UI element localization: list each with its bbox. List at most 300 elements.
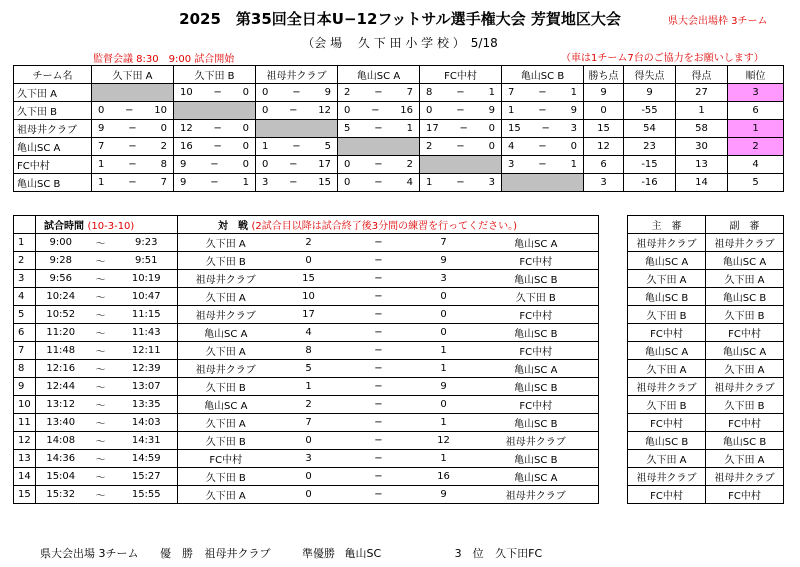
match-dash: − — [344, 360, 414, 378]
goals-cell: 27 — [676, 84, 728, 102]
match-number: 1 — [14, 234, 36, 252]
match-dash: − — [344, 234, 414, 252]
score-dash: − — [289, 177, 298, 188]
score-against: 8 — [160, 159, 167, 170]
score-against: 1 — [570, 87, 577, 98]
score-for: 1 — [262, 141, 269, 152]
referee-table — [627, 215, 784, 504]
schedule-row — [14, 252, 599, 270]
start-time: 12:16 — [36, 360, 86, 378]
home-score: 0 — [274, 468, 344, 486]
score-against: 17 — [318, 159, 331, 170]
team-name: 久下田 B — [14, 102, 92, 120]
away-score: 7 — [414, 234, 474, 252]
away-team: 亀山SC B — [474, 450, 599, 468]
goal-diff-cell: 54 — [624, 120, 676, 138]
end-time: 9:23 — [116, 234, 178, 252]
score-against: 5 — [324, 141, 331, 152]
referee-row — [628, 432, 784, 450]
league-column-header: 順位 — [728, 66, 784, 84]
score-for: 2 — [426, 141, 433, 152]
referee-row — [628, 252, 784, 270]
assistant-referee: 亀山SC A — [706, 252, 784, 270]
result-cell — [502, 84, 584, 102]
result-cell — [502, 156, 584, 174]
league-row — [14, 102, 784, 120]
home-score: 4 — [274, 324, 344, 342]
points-cell: 3 — [584, 174, 624, 192]
score-for: 0 — [344, 105, 351, 116]
start-time: 11:48 — [36, 342, 86, 360]
result-cell — [420, 138, 502, 156]
final-results — [40, 545, 542, 561]
score-against: 4 — [406, 177, 413, 188]
qualification-quota: 県大会出場枠 3チーム — [668, 16, 768, 27]
score-dash: − — [289, 159, 298, 170]
result-cell — [338, 120, 420, 138]
match-number: 8 — [14, 360, 36, 378]
result-cell — [338, 156, 420, 174]
end-time: 13:07 — [116, 378, 178, 396]
referee-row — [628, 324, 784, 342]
score-for: 0 — [262, 105, 269, 116]
away-team: 亀山SC B — [474, 270, 599, 288]
main-referee: 久下田 B — [628, 396, 706, 414]
away-score: 16 — [414, 468, 474, 486]
header-no — [14, 216, 36, 234]
score-against: 0 — [242, 123, 249, 134]
score-dash: − — [125, 105, 134, 116]
home-score: 1 — [274, 378, 344, 396]
home-score: 3 — [274, 450, 344, 468]
match-dash: − — [344, 396, 414, 414]
away-team: 亀山SC B — [474, 378, 599, 396]
away-score: 9 — [414, 378, 474, 396]
away-team: 久下田 B — [474, 288, 599, 306]
time-tilde: 〜 — [86, 450, 116, 468]
away-team: FC中村 — [474, 252, 599, 270]
referee-row — [628, 234, 784, 252]
main-referee: 亀山SC A — [628, 252, 706, 270]
match-number: 4 — [14, 288, 36, 306]
league-column-header: 久下田 B — [174, 66, 256, 84]
match-dash: − — [344, 306, 414, 324]
end-time: 11:43 — [116, 324, 178, 342]
home-team: 久下田 B — [178, 432, 274, 450]
result-cell — [502, 120, 584, 138]
goal-diff-cell: 9 — [624, 84, 676, 102]
end-time: 14:31 — [116, 432, 178, 450]
referee-row — [628, 342, 784, 360]
goals-cell: 1 — [676, 102, 728, 120]
schedule-row — [14, 306, 599, 324]
score-dash: − — [456, 105, 465, 116]
main-referee: FC中村 — [628, 486, 706, 504]
main-referee: 亀山SC A — [628, 342, 706, 360]
self-match-cell — [502, 174, 584, 192]
match-dash: − — [344, 270, 414, 288]
home-team: 久下田 B — [178, 468, 274, 486]
result-cell — [420, 120, 502, 138]
result-cell — [174, 120, 256, 138]
end-time: 10:19 — [116, 270, 178, 288]
main-referee: 亀山SC B — [628, 288, 706, 306]
score-dash: − — [538, 87, 547, 98]
self-match-cell — [92, 84, 174, 102]
time-tilde: 〜 — [86, 342, 116, 360]
home-score: 2 — [274, 396, 344, 414]
score-dash: − — [213, 123, 222, 134]
schedule-row — [14, 450, 599, 468]
score-against: 2 — [406, 159, 413, 170]
score-for: 15 — [508, 123, 521, 134]
referee-row — [628, 288, 784, 306]
home-team: 祖母井クラブ — [178, 360, 274, 378]
referee-row — [628, 306, 784, 324]
score-against: 16 — [400, 105, 413, 116]
end-time: 9:51 — [116, 252, 178, 270]
home-team: 亀山SC A — [178, 324, 274, 342]
match-number: 14 — [14, 468, 36, 486]
league-column-header: FC中村 — [420, 66, 502, 84]
score-for: 8 — [426, 87, 433, 98]
goals-cell: 13 — [676, 156, 728, 174]
away-team: 亀山SC A — [474, 468, 599, 486]
league-row — [14, 174, 784, 192]
third-place-team: 久下田FC — [495, 547, 543, 560]
home-team: 久下田 A — [178, 342, 274, 360]
third-place-label: 3 位 — [454, 547, 484, 560]
score-dash: − — [538, 141, 547, 152]
score-dash: − — [128, 141, 137, 152]
points-cell: 12 — [584, 138, 624, 156]
score-against: 10 — [154, 105, 167, 116]
score-for: 12 — [180, 123, 193, 134]
assistant-referee: 久下田 B — [706, 306, 784, 324]
assistant-referee: 久下田 B — [706, 396, 784, 414]
time-tilde: 〜 — [86, 270, 116, 288]
end-time: 13:35 — [116, 396, 178, 414]
score-dash: − — [292, 141, 301, 152]
home-score: 2 — [274, 234, 344, 252]
score-against: 12 — [318, 105, 331, 116]
score-against: 9 — [488, 105, 495, 116]
time-tilde: 〜 — [86, 288, 116, 306]
start-time: 9:28 — [36, 252, 86, 270]
home-team: 祖母井クラブ — [178, 306, 274, 324]
score-against: 9 — [324, 87, 331, 98]
match-number: 5 — [14, 306, 36, 324]
home-team: 久下田 B — [178, 378, 274, 396]
main-referee: 祖母井クラブ — [628, 234, 706, 252]
points-cell: 15 — [584, 120, 624, 138]
end-time: 12:39 — [116, 360, 178, 378]
score-for: 1 — [508, 105, 515, 116]
score-against: 0 — [488, 141, 495, 152]
start-time: 9:56 — [36, 270, 86, 288]
result-cell — [92, 120, 174, 138]
result-cell — [256, 174, 338, 192]
score-dash: − — [210, 159, 219, 170]
match-number: 11 — [14, 414, 36, 432]
score-against: 0 — [242, 159, 249, 170]
start-time: 15:32 — [36, 486, 86, 504]
score-dash: − — [128, 123, 137, 134]
match-number: 10 — [14, 396, 36, 414]
match-dash: − — [344, 324, 414, 342]
away-score: 9 — [414, 486, 474, 504]
match-dash: − — [344, 450, 414, 468]
main-referee: 祖母井クラブ — [628, 468, 706, 486]
score-against: 2 — [160, 141, 167, 152]
match-header-label: 対 戦 — [218, 221, 248, 232]
score-for: 0 — [98, 105, 105, 116]
score-dash: − — [374, 87, 383, 98]
schedule-row — [14, 288, 599, 306]
result-cell — [502, 102, 584, 120]
main-referee: 久下田 A — [628, 360, 706, 378]
start-time: 13:12 — [36, 396, 86, 414]
score-for: 9 — [180, 159, 187, 170]
winner-team: 祖母井クラブ — [204, 547, 271, 560]
end-time: 10:47 — [116, 288, 178, 306]
home-score: 0 — [274, 252, 344, 270]
result-cell — [338, 84, 420, 102]
self-match-cell — [338, 138, 420, 156]
score-dash: − — [456, 87, 465, 98]
away-team: 亀山SC B — [474, 414, 599, 432]
winner-label: 優 勝 — [160, 547, 193, 560]
score-dash: − — [213, 141, 222, 152]
end-time: 14:59 — [116, 450, 178, 468]
assistant-referee: 久下田 A — [706, 270, 784, 288]
score-against: 0 — [570, 141, 577, 152]
away-team: FC中村 — [474, 342, 599, 360]
score-against: 0 — [160, 123, 167, 134]
assistant-referee: 祖母井クラブ — [706, 378, 784, 396]
schedule-row — [14, 468, 599, 486]
rank-cell: 5 — [728, 174, 784, 192]
league-column-header: 得点 — [676, 66, 728, 84]
home-team: 祖母井クラブ — [178, 270, 274, 288]
start-time: 15:04 — [36, 468, 86, 486]
away-score: 1 — [414, 342, 474, 360]
score-for: 0 — [344, 159, 351, 170]
match-dash: − — [344, 288, 414, 306]
start-time: 12:44 — [36, 378, 86, 396]
match-dash: − — [344, 252, 414, 270]
runner-up-team: 亀山SC — [344, 547, 382, 560]
points-cell: 0 — [584, 102, 624, 120]
rank-cell: 4 — [728, 156, 784, 174]
goal-diff-cell: -15 — [624, 156, 676, 174]
match-schedule-table — [13, 215, 599, 504]
home-team: 久下田 A — [178, 414, 274, 432]
score-for: 16 — [180, 141, 193, 152]
schedule-row — [14, 396, 599, 414]
assistant-referee: FC中村 — [706, 414, 784, 432]
schedule-row — [14, 360, 599, 378]
main-referee: FC中村 — [628, 414, 706, 432]
result-cell — [92, 174, 174, 192]
result-cell — [92, 156, 174, 174]
home-score: 8 — [274, 342, 344, 360]
away-score: 1 — [414, 414, 474, 432]
away-score: 12 — [414, 432, 474, 450]
match-dash: − — [344, 378, 414, 396]
assistant-referee: FC中村 — [706, 486, 784, 504]
score-dash: − — [128, 177, 137, 188]
score-against: 0 — [488, 123, 495, 134]
rank-cell: 6 — [728, 102, 784, 120]
referee-header-row — [628, 216, 784, 234]
referee-row — [628, 450, 784, 468]
result-cell — [174, 84, 256, 102]
score-against: 3 — [488, 177, 495, 188]
goal-diff-cell: -55 — [624, 102, 676, 120]
header-match — [178, 216, 599, 234]
match-dash: − — [344, 432, 414, 450]
league-column-header: 亀山SC A — [338, 66, 420, 84]
main-referee-header: 主 審 — [628, 216, 706, 234]
league-column-header: 得失点 — [624, 66, 676, 84]
schedule-row — [14, 324, 599, 342]
away-score: 1 — [414, 360, 474, 378]
away-score: 1 — [414, 450, 474, 468]
schedule-row — [14, 486, 599, 504]
time-tilde: 〜 — [86, 414, 116, 432]
goals-cell: 30 — [676, 138, 728, 156]
goals-cell: 14 — [676, 174, 728, 192]
end-time: 15:55 — [116, 486, 178, 504]
home-score: 7 — [274, 414, 344, 432]
away-team: 祖母井クラブ — [474, 432, 599, 450]
result-cell — [92, 138, 174, 156]
match-number: 6 — [14, 324, 36, 342]
match-note: (2試合目以降は試合終了後3分間の練習を行ってください。) — [251, 221, 518, 232]
referee-row — [628, 360, 784, 378]
schedule-row — [14, 342, 599, 360]
start-time: 14:36 — [36, 450, 86, 468]
score-for: 1 — [98, 177, 105, 188]
time-tilde: 〜 — [86, 486, 116, 504]
score-for: 0 — [344, 177, 351, 188]
qualify-label: 県大会出場 3チーム — [40, 547, 139, 560]
score-dash: − — [128, 159, 137, 170]
score-dash: − — [213, 87, 222, 98]
home-team: 久下田 A — [178, 288, 274, 306]
home-team: 久下田 A — [178, 486, 274, 504]
end-time: 15:27 — [116, 468, 178, 486]
away-team: 祖母井クラブ — [474, 486, 599, 504]
score-dash: − — [459, 123, 468, 134]
result-cell — [338, 102, 420, 120]
result-cell — [256, 156, 338, 174]
self-match-cell — [256, 120, 338, 138]
score-against: 1 — [488, 87, 495, 98]
home-score: 15 — [274, 270, 344, 288]
match-dash: − — [344, 342, 414, 360]
time-tilde: 〜 — [86, 432, 116, 450]
schedule-row — [14, 234, 599, 252]
end-time: 11:15 — [116, 306, 178, 324]
page-title: 2025 第35回全日本U−12フットサル選手権大会 芳賀地区大会 — [179, 10, 621, 28]
home-score: 17 — [274, 306, 344, 324]
header-time — [36, 216, 178, 234]
away-score: 0 — [414, 324, 474, 342]
result-cell — [338, 174, 420, 192]
time-tilde: 〜 — [86, 360, 116, 378]
time-tilde: 〜 — [86, 234, 116, 252]
score-against: 1 — [406, 123, 413, 134]
end-time: 14:03 — [116, 414, 178, 432]
home-team: 久下田 A — [178, 234, 274, 252]
result-cell — [502, 138, 584, 156]
start-time: 10:52 — [36, 306, 86, 324]
team-name: 亀山SC B — [14, 174, 92, 192]
score-against: 0 — [242, 87, 249, 98]
start-time: 13:40 — [36, 414, 86, 432]
schedule-row — [14, 270, 599, 288]
referee-row — [628, 414, 784, 432]
self-match-cell — [174, 102, 256, 120]
result-cell — [420, 174, 502, 192]
result-cell — [420, 102, 502, 120]
rank-cell: 3 — [728, 84, 784, 102]
score-against: 0 — [242, 141, 249, 152]
assistant-referee: 祖母井クラブ — [706, 234, 784, 252]
team-name: FC中村 — [14, 156, 92, 174]
score-against: 15 — [318, 177, 331, 188]
league-column-header: 勝ち点 — [584, 66, 624, 84]
points-cell: 9 — [584, 84, 624, 102]
match-number: 3 — [14, 270, 36, 288]
home-team: 久下田 B — [178, 252, 274, 270]
league-row — [14, 120, 784, 138]
away-team: 亀山SC B — [474, 324, 599, 342]
league-column-header: 祖母井クラブ — [256, 66, 338, 84]
match-number: 2 — [14, 252, 36, 270]
match-dash: − — [344, 468, 414, 486]
away-score: 3 — [414, 270, 474, 288]
self-match-cell — [420, 156, 502, 174]
away-score: 0 — [414, 288, 474, 306]
match-number: 13 — [14, 450, 36, 468]
away-team: FC中村 — [474, 396, 599, 414]
result-cell — [174, 138, 256, 156]
main-referee: 亀山SC B — [628, 432, 706, 450]
team-name: 久下田 A — [14, 84, 92, 102]
score-for: 17 — [426, 123, 439, 134]
score-against: 9 — [570, 105, 577, 116]
rank-cell: 1 — [728, 120, 784, 138]
schedule-header-row — [14, 216, 599, 234]
assistant-referee: FC中村 — [706, 324, 784, 342]
start-time: 10:24 — [36, 288, 86, 306]
assistant-referee: 亀山SC A — [706, 342, 784, 360]
score-against: 3 — [570, 123, 577, 134]
schedule-row — [14, 378, 599, 396]
score-dash: − — [292, 87, 301, 98]
time-tilde: 〜 — [86, 306, 116, 324]
home-score: 10 — [274, 288, 344, 306]
league-row — [14, 138, 784, 156]
referee-row — [628, 468, 784, 486]
referee-row — [628, 486, 784, 504]
assistant-referee: 亀山SC B — [706, 288, 784, 306]
score-against: 7 — [160, 177, 167, 188]
time-tilde: 〜 — [86, 378, 116, 396]
